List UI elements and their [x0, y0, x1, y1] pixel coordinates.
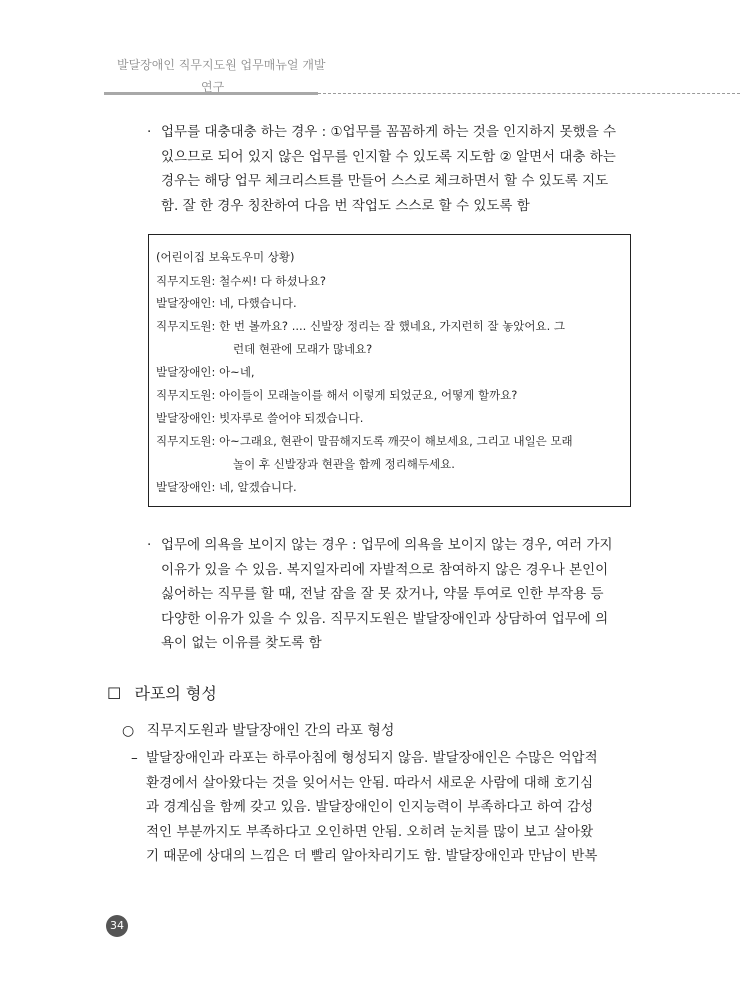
checkbox-square-icon: ☐ [107, 684, 122, 703]
text-line: 업무에 의욕을 보이지 않는 경우 : 업무에 의욕을 보이지 않는 경우, 여러 가지 [161, 537, 613, 553]
section-heading [107, 683, 217, 705]
dialog-line: 발달장애인: 네, 다했습니다. [156, 296, 297, 310]
dialog-line: 런데 현관에 모래가 많네요? [233, 342, 373, 356]
header-dashed-rule [318, 93, 740, 94]
bullet-marker: · [147, 124, 152, 140]
paragraph-unmotivated-work [161, 533, 613, 656]
header-rule [104, 92, 318, 95]
text-line: 경우는 해당 업무 체크리스트를 만들어 스스로 체크하면서 할 수 있도록 지도 [161, 173, 609, 189]
dialog-line: 놀이 후 신발장과 현관을 함께 정리해두세요. [233, 457, 455, 471]
paragraph-careless-work [161, 120, 616, 218]
running-header-subtitle: 연구 [201, 80, 225, 94]
text-line: 싫어하는 직무를 할 때, 전날 잠을 잘 못 잤거나, 약물 투여로 인한 부작용 등 [161, 586, 604, 602]
text-line: 욕이 없는 이유를 찾도록 함 [161, 635, 322, 651]
text-line: 적인 부분까지도 부족하다고 오인하면 안됨. 오히려 눈치를 많이 보고 살아왔 [146, 823, 594, 840]
dialog-line: 직무지도원: 한 번 볼까요? .... 신발장 정리는 잘 했네요, 가지런히 잘 놓았어요. 그 [156, 319, 566, 333]
dialog-line: 발달장애인: 빗자루로 쓸어야 되겠습니다. [156, 411, 364, 425]
dialog-line: 발달장애인: 네, 알겠습니다. [156, 480, 297, 494]
dialog-line: 발달장애인: 아~네, [156, 365, 255, 379]
text-line: 기 때문에 상대의 느낌은 더 빨리 알아차리기도 함. 발달장애인과 만남이 반복 [146, 848, 598, 864]
dialog-line: (어린이집 보육도우미 상황) [156, 250, 295, 264]
subsection-heading-text: 직무지도원과 발달장애인 간의 라포 형성 [146, 723, 395, 739]
dialog-line: 직무지도원: 아~그래요, 현관이 말끔해지도록 깨끗이 해보세요, 그리고 내일은 모래 [156, 434, 573, 448]
text-line: 환경에서 살아왔다는 것을 잊어서는 안됨. 따라서 새로운 사람에 대해 호기심 [146, 774, 594, 791]
dialog-line: 직무지도원: 아이들이 모래놀이를 해서 이렇게 되었군요, 어떻게 할까요? [156, 388, 518, 402]
paragraph-rapport [146, 746, 598, 869]
section-heading-text: 라포의 형성 [134, 684, 217, 703]
text-line: 있으므로 되어 있지 않은 업무를 인지할 수 있도록 지도함 ② 알면서 대충 하는 [161, 148, 616, 165]
page-number-badge: 34 [106, 915, 128, 937]
text-line: 함. 잘 한 경우 칭찬하여 다음 번 작업도 스스로 할 수 있도록 함 [161, 197, 530, 214]
subsection-heading [122, 721, 394, 741]
dialog-line: 직무지도원: 철수씨! 다 하셨나요? [156, 274, 326, 288]
text-line: 과 경계심을 함께 갖고 있음. 발달장애인이 인지능력이 부족하다고 하여 감성 [146, 799, 594, 815]
text-line: 이유가 있을 수 있음. 복지일자리에 자발적으로 참여하지 않은 경우나 본인이 [161, 561, 609, 578]
running-header-title: 발달장애인 직무지도원 업무매뉴얼 개발 [117, 58, 326, 72]
text-line: 발달장애인과 라포는 하루아침에 형성되지 않음. 발달장애인은 수많은 억압적 [146, 750, 598, 766]
circle-bullet-icon: ○ [122, 723, 135, 739]
text-line: 다양한 이유가 있을 수 있음. 직무지도원은 발달장애인과 상담하여 업무에 의 [161, 610, 609, 627]
dash-marker: – [131, 750, 138, 766]
dialog-example-box [148, 234, 631, 507]
text-line: 업무를 대충대충 하는 경우 : ①업무를 꼼꼼하게 하는 것을 인지하지 못했을 수 [161, 124, 617, 140]
bullet-marker: · [147, 537, 152, 553]
